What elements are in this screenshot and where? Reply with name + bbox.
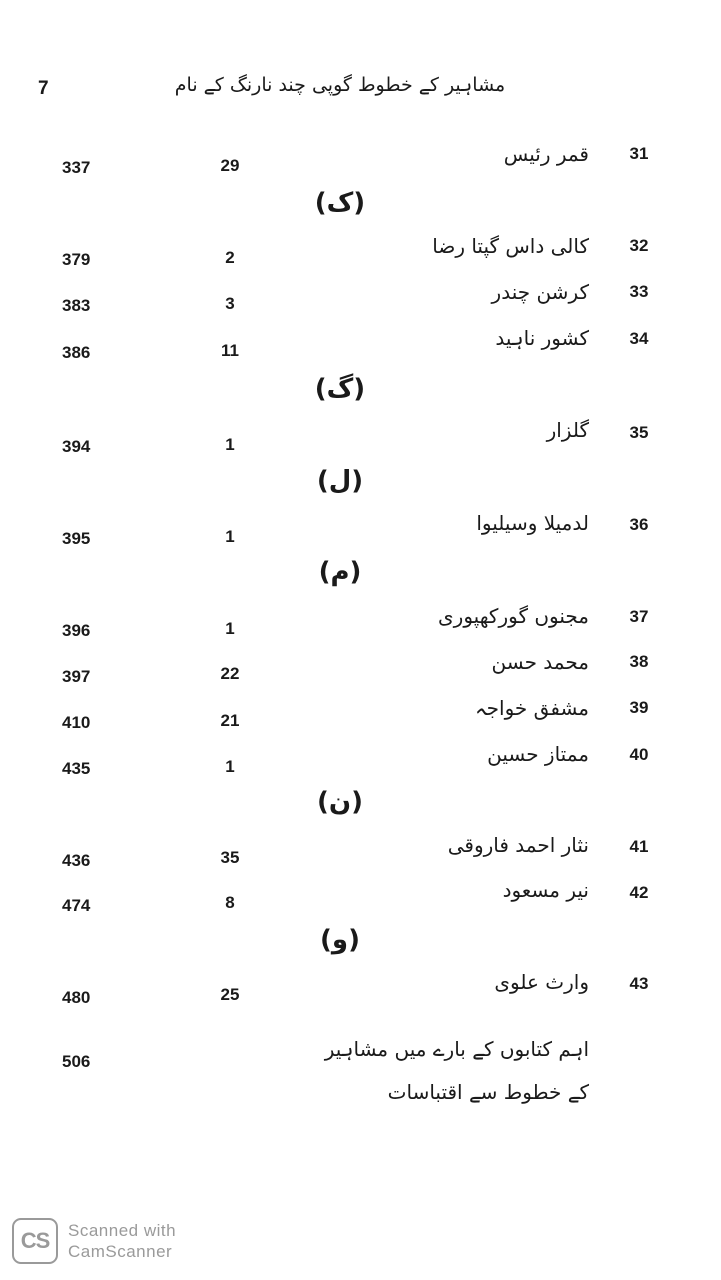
author-name: نیر مسعود: [502, 878, 589, 902]
section-heading: (ن): [317, 787, 363, 817]
serial-number: 41: [629, 837, 649, 856]
letter-count: 25: [220, 985, 240, 1004]
page-ref: 383: [62, 296, 91, 315]
serial-number: 31: [629, 144, 649, 163]
watermark-text: [68, 1220, 176, 1262]
page-ref: 337: [62, 158, 91, 177]
letter-count: 8: [225, 893, 235, 912]
author-name: ممتاز حسین: [487, 742, 589, 766]
watermark-line-1: Scanned with: [68, 1221, 177, 1240]
serial-number: 33: [629, 282, 649, 301]
author-name: نثار احمد فاروقی: [447, 833, 589, 857]
serial-number: 36: [629, 515, 649, 534]
page-ref: 394: [62, 437, 91, 456]
page-number: 7: [38, 78, 49, 99]
serial-number: 38: [629, 652, 649, 671]
letter-count: 2: [225, 248, 235, 267]
letter-count: 35: [220, 848, 240, 867]
serial-number: 40: [629, 745, 649, 764]
author-name: مشفق خواجہ: [474, 696, 589, 720]
page-ref: 480: [62, 988, 91, 1007]
page-ref: 379: [62, 250, 91, 269]
closing-title-line-1: اہم کتابوں کے بارے میں مشاہیر: [324, 1037, 589, 1061]
letter-count: 22: [220, 664, 240, 683]
letter-count: 21: [220, 711, 240, 730]
author-name: مجنوں گورکھپوری: [438, 604, 589, 628]
letter-count: 1: [225, 757, 235, 776]
page-ref: 410: [62, 713, 91, 732]
author-name: محمد حسن: [491, 650, 589, 674]
page-ref: 386: [62, 343, 91, 362]
serial-number: 34: [629, 329, 649, 348]
author-name: گلزار: [546, 418, 589, 442]
author-name: وارث علوی: [494, 970, 589, 994]
author-name: کالی داس گپتا رضا: [432, 234, 589, 258]
author-name: کشور ناہید: [495, 326, 589, 350]
letter-count: 29: [220, 156, 240, 175]
page-ref: 397: [62, 667, 91, 686]
author-name: لدمیلا وسیلیوا: [476, 511, 589, 535]
serial-number: 37: [629, 607, 649, 626]
section-heading: (و): [320, 925, 360, 955]
page-ref: 395: [62, 529, 91, 548]
page-ref: 436: [62, 851, 91, 870]
watermark-line-2: CamScanner: [68, 1242, 173, 1261]
camscanner-logo-icon: CS: [12, 1218, 58, 1264]
section-heading: (م): [318, 557, 362, 587]
serial-number: 39: [629, 698, 649, 717]
page-ref: 506: [62, 1052, 91, 1071]
page-ref: 396: [62, 621, 91, 640]
letter-count: 11: [221, 341, 239, 360]
closing-title-line-2: کے خطوط سے اقتباسات: [387, 1080, 589, 1104]
letter-count: 3: [225, 294, 235, 313]
section-heading: (ک): [314, 188, 366, 218]
letter-count: 1: [225, 435, 235, 454]
serial-number: 32: [629, 236, 649, 255]
author-name: قمر رئیس: [503, 142, 589, 166]
section-heading: (گ): [314, 374, 366, 404]
serial-number: 35: [629, 423, 649, 442]
serial-number: 43: [629, 974, 649, 993]
letter-count: 1: [225, 619, 235, 638]
serial-number: 42: [629, 883, 649, 902]
section-heading: (ل): [316, 466, 364, 496]
author-name: کرشن چندر: [491, 280, 589, 304]
running-title: مشاہیر کے خطوط گوپی چند نارنگ کے نام: [174, 74, 506, 96]
page-ref: 474: [62, 896, 91, 915]
page-ref: 435: [62, 759, 91, 778]
letter-count: 1: [225, 527, 235, 546]
